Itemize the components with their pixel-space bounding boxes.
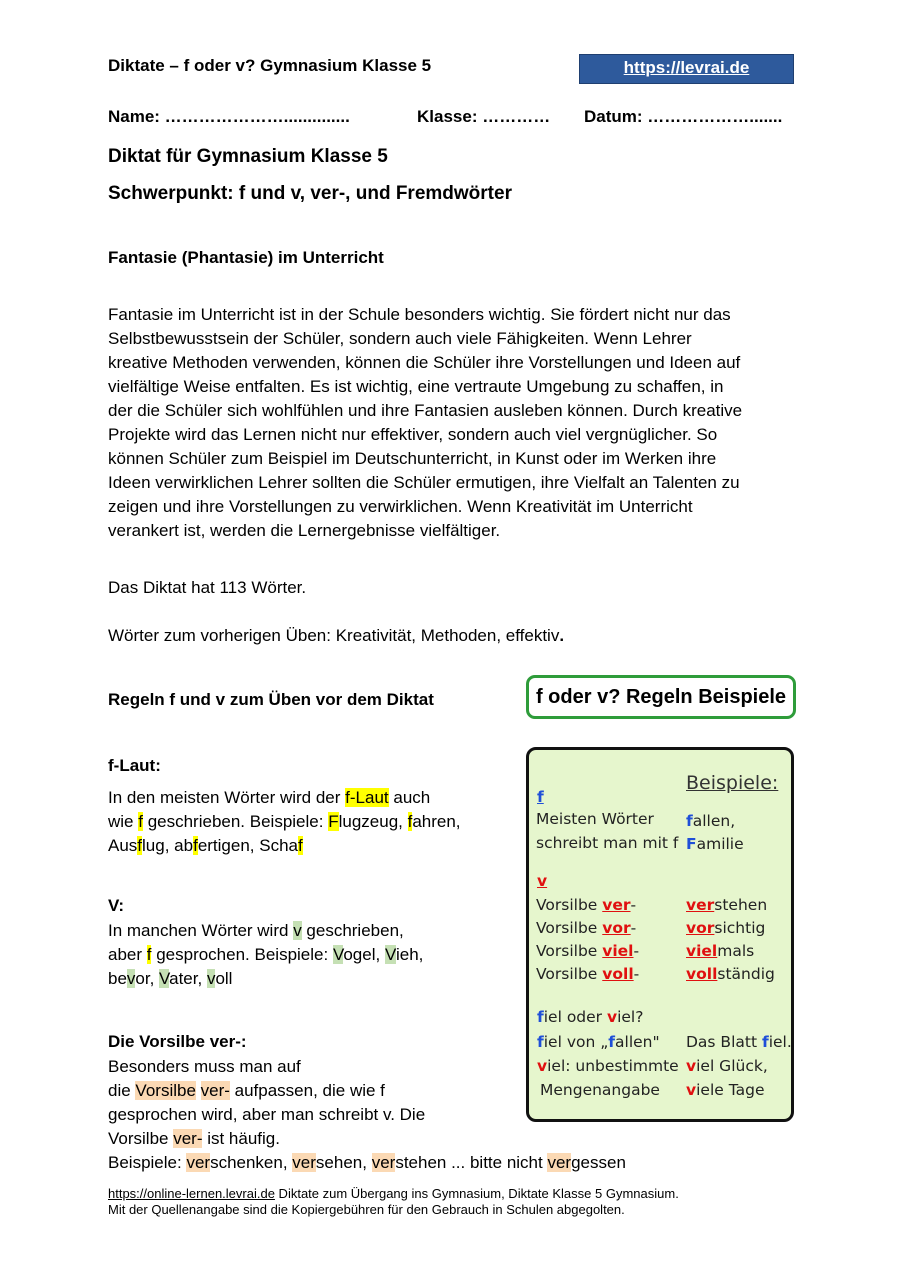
card-prefix: vor (686, 919, 715, 937)
card-prefix: voll (602, 965, 634, 983)
card-letter: f (537, 1008, 544, 1026)
header-link-box[interactable] (579, 54, 794, 84)
ver-text: ist häufig. (202, 1129, 280, 1148)
f-highlight: f (407, 812, 413, 831)
practice-words (108, 624, 798, 648)
card-prefix: ver (686, 896, 715, 914)
story-line: vielfältige Weise entfalten. Es ist wichtig, eine vertraute Umgebung zu schaffen, in (108, 377, 724, 396)
card-text: iel Glück, (696, 1057, 768, 1075)
card-text: Das Blatt (686, 1033, 762, 1051)
page-subtitle: Schwerpunkt: f und v, ver-, und Fremdwörter (108, 183, 512, 204)
header-link[interactable]: https://levrai.de (623, 58, 750, 77)
card-rule: Vorsilbe (536, 919, 603, 937)
story-line: Selbstbewusstsein der Schüler, sondern auch viele Fähigkeiten. Wenn Lehrer (108, 329, 692, 348)
f-highlight: f (137, 836, 143, 855)
card-rule: - (633, 965, 640, 983)
klasse-field: Klasse: ………… (417, 107, 551, 126)
ver-text: gessen (571, 1153, 626, 1172)
card-example: stehen (714, 896, 768, 914)
f-rule-text (108, 786, 461, 858)
ver-text: Besonders muss man auf (108, 1057, 301, 1076)
footer-text: Diktate zum Übergang ins Gymnasium, Diktate Klasse 5 Gymnasium. (274, 1186, 679, 1201)
card-rule: - (633, 942, 640, 960)
f-highlight: f (298, 836, 303, 855)
v-highlight: v (206, 969, 216, 988)
card-rule: - (630, 896, 637, 914)
card-text: iel: unbestimmte (547, 1057, 679, 1075)
card-letter: f (686, 812, 693, 830)
card-letter: v (686, 1081, 697, 1099)
story-title: Fantasie (Phantasie) im Unterricht (108, 248, 384, 267)
card-rule: Vorsilbe (536, 896, 603, 914)
ver-highlight: ver- (200, 1081, 230, 1100)
card-letter: v (606, 1008, 618, 1026)
card-rule: - (630, 919, 637, 937)
story-line: Ideen verwirklichen Lehrer sollten die Schüler ermutigen, ihre Vielfalt an Talenten zu (108, 473, 740, 492)
practice-words-dot: . (559, 626, 565, 645)
f-highlight: F (328, 812, 339, 831)
v-text: or, (135, 969, 160, 988)
card-title: f oder v? Regeln Beispiele (526, 675, 796, 719)
f-text: auch (388, 788, 431, 807)
card-text: iel von „ (543, 1033, 609, 1051)
f-heading: f-Laut: (108, 756, 161, 775)
ver-text: gesprochen wird, aber man schreibt v. Die (108, 1105, 426, 1124)
story-line: der die Schüler sich wohlfühlen und ihre Fantasien ausleben können. Durch kreative (108, 401, 743, 420)
card-example: mals (717, 942, 755, 960)
v-text: ogel, (343, 945, 385, 964)
ver-text: stehen ... bitte nicht (395, 1153, 548, 1172)
card-example: allen, (692, 812, 736, 830)
ver-text: Vorsilbe (108, 1129, 174, 1148)
ver-text: schenken, (210, 1153, 293, 1172)
card-text: allen" (615, 1033, 660, 1051)
ver-highlight: ver- (173, 1129, 203, 1148)
footer-link[interactable]: https://online-lernen.levrai.de (108, 1186, 275, 1201)
f-text: lug, ab (142, 836, 194, 855)
ver-highlight: ver (547, 1153, 572, 1172)
name-field: Name: ………………….............. (108, 107, 350, 126)
card-text: iele Tage (696, 1081, 765, 1099)
card-letter: f (761, 1033, 769, 1051)
f-text: wie (108, 812, 139, 831)
card-beispiele: Beispiele: (686, 772, 779, 794)
datum-field: Datum: ………………....... (584, 107, 783, 126)
card-prefix: ver (602, 896, 631, 914)
card-letter: f (537, 1033, 544, 1051)
f-highlight: f (138, 812, 143, 831)
card-example: sichtig (714, 919, 766, 937)
v-text: gesprochen. Beispiele: (151, 945, 333, 964)
card-rule: Vorsilbe (536, 965, 603, 983)
card-prefix: viel (686, 942, 718, 960)
v-highlight: V (332, 945, 344, 964)
v-text: In manchen Wörter wird (108, 921, 294, 940)
page-title: Diktat für Gymnasium Klasse 5 (108, 146, 388, 167)
rules-heading: Regeln f und v zum Üben vor dem Diktat (108, 690, 434, 709)
ver-text: aufpassen, die wie f (229, 1081, 385, 1100)
v-text: geschrieben, (301, 921, 404, 940)
f-text: ahren, (412, 812, 461, 831)
card-text: iel. (768, 1033, 792, 1051)
rules-card (526, 747, 794, 1122)
f-text: Aus (108, 836, 138, 855)
card-prefix: vor (602, 919, 631, 937)
story-line: kreative Methoden verwenden, können die Schüler ihre Vorstellungen und Ideen auf (108, 353, 741, 372)
ver-highlight: ver (292, 1153, 316, 1172)
card-letter: v (686, 1057, 697, 1075)
story-line: Projekte wird das Lernen nicht nur effektiver, sondern auch viel vergnüglicher. So (108, 425, 718, 444)
card-rule: Vorsilbe (536, 942, 603, 960)
v-text: ieh, (395, 945, 424, 964)
f-highlight: f-Laut (345, 788, 389, 807)
story-line: zeigen und ihre Vorstellungen zu verwirklichen. Wenn Kreativität im Unterricht (108, 497, 693, 516)
footer (108, 1186, 679, 1218)
ver-text: die (108, 1081, 136, 1100)
v-highlight: v (126, 969, 136, 988)
v-text: aber (108, 945, 147, 964)
card-letter: f (608, 1033, 616, 1051)
ver-heading: Die Vorsilbe ver-: (108, 1032, 247, 1051)
f-text: geschrieben. Beispiele: (142, 812, 329, 831)
card-f-rule: schreibt man mit f (536, 834, 679, 852)
f-highlight: f (193, 836, 198, 855)
story-text (108, 303, 798, 543)
card-example: ständig (717, 965, 775, 983)
v-highlight: V (384, 945, 396, 964)
v-highlight: V (159, 969, 170, 988)
v-rule-text (108, 919, 423, 991)
ver-highlight: ver (186, 1153, 211, 1172)
card-example: amilie (696, 835, 744, 853)
header-title: Diktate – f oder v? Gymnasium Klasse 5 (108, 56, 432, 75)
story-line: verankert ist, werden die Lernergebnisse vielfältiger. (108, 521, 501, 540)
card-f-label: f (537, 788, 544, 806)
word-count: Das Diktat hat 113 Wörter. (108, 578, 307, 597)
story-line: Fantasie im Unterricht ist in der Schule besonders wichtig. Sie fördert nicht nur das (108, 305, 731, 324)
card-letter: v (537, 1057, 548, 1075)
story-line: können Schüler zum Beispiel im Deutschunterricht, in Kunst oder im Werken ihre (108, 449, 717, 468)
card-text: iel? (617, 1008, 644, 1026)
ver-text: sehen, (315, 1153, 372, 1172)
v-text: ater, (169, 969, 207, 988)
practice-words-text: Wörter zum vorherigen Üben: Kreativität, Methoden, effektiv (108, 626, 560, 645)
v-text: be (108, 969, 127, 988)
card-prefix: viel (602, 942, 634, 960)
ver-highlight: ver (371, 1153, 396, 1172)
v-text: oll (215, 969, 233, 988)
f-text: In den meisten Wörter wird der (108, 788, 346, 807)
f-highlight: f (146, 945, 152, 964)
ver-highlight: Vorsilbe (135, 1081, 196, 1100)
card-text: iel oder (543, 1008, 607, 1026)
ver-text: Beispiele: (108, 1153, 187, 1172)
card-text: Mengenangabe (540, 1081, 660, 1099)
footer-copyright: Mit der Quellenangabe sind die Kopiergebühren für den Gebrauch in Schulen abgegolten. (108, 1202, 625, 1217)
f-text: lugzeug, (338, 812, 408, 831)
v-highlight: v (293, 921, 302, 940)
v-heading: V: (108, 896, 125, 915)
card-f-rule: Meisten Wörter (536, 810, 654, 828)
ver-text (196, 1081, 201, 1100)
card-v-label: v (537, 872, 548, 890)
card-prefix: voll (686, 965, 718, 983)
f-text: ertigen, Scha (197, 836, 298, 855)
card-letter: F (686, 835, 697, 853)
